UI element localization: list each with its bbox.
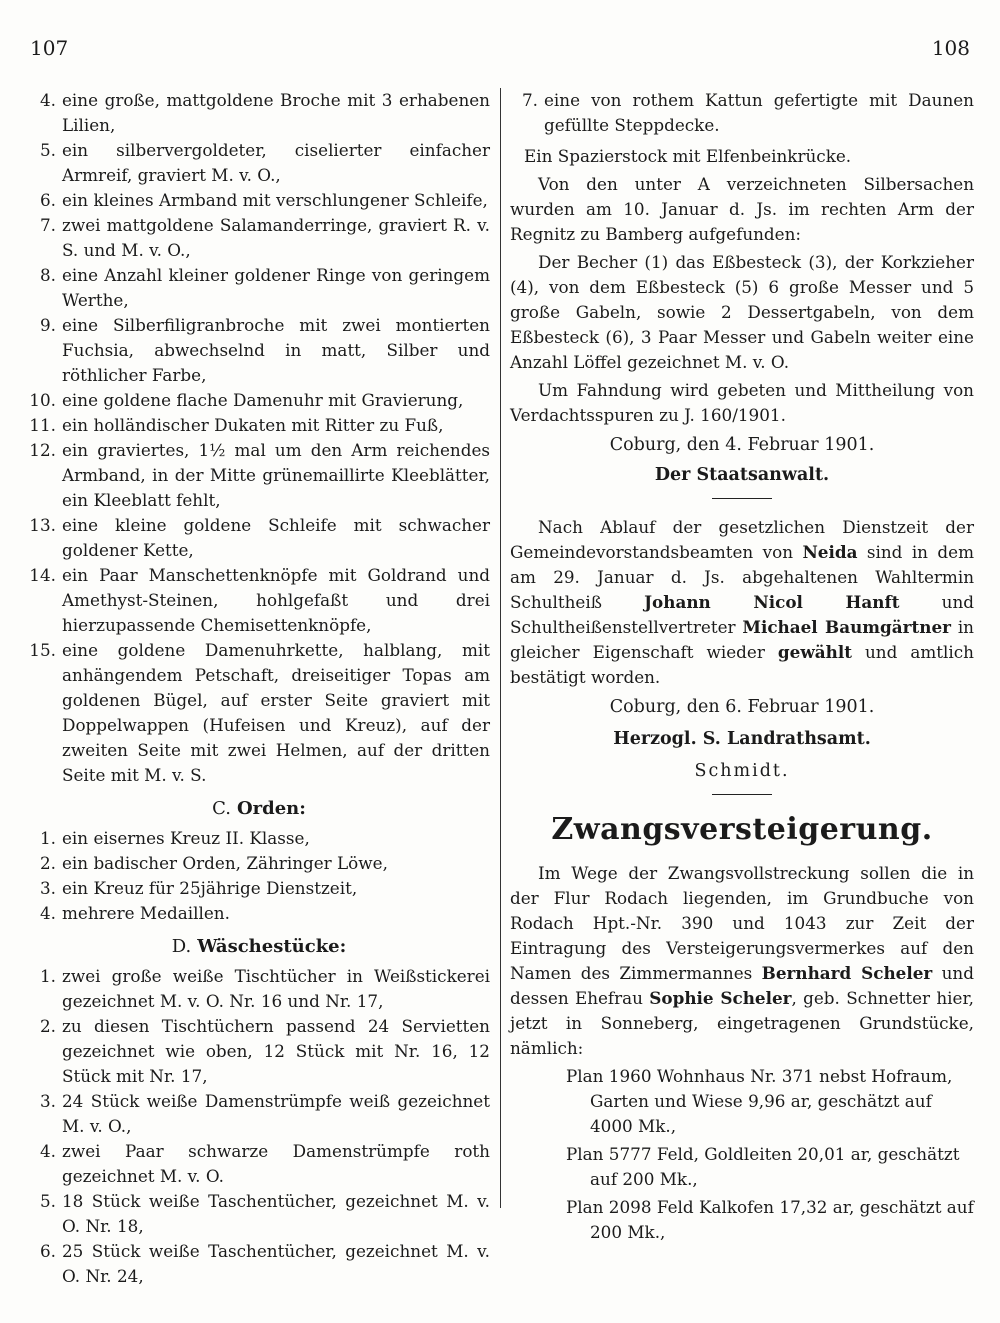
item-text: zwei große weiße Tischtücher in Weißstickerei gezeichnet M. v. O. Nr. 16 und Nr. 17, <box>62 966 490 1011</box>
item-number: 5. <box>39 1191 56 1211</box>
item-text: mehrere Medaillen. <box>62 903 230 923</box>
page-number-left: 107 <box>30 36 69 60</box>
orders-list <box>28 826 490 926</box>
item-number: 3. <box>39 878 56 898</box>
item-number: 1. <box>39 966 56 986</box>
item-text: zu diesen Tischtüchern passend 24 Servietten gezeichnet wie oben, 12 Stück mit Nr. 16, 12 Stück mit Nr. 17, <box>62 1016 490 1086</box>
item-text: ein Paar Manschettenknöpfe mit Goldrand und Amethyst-Steinen, hohlgefaßt und drei hierzupassende Chemisettenknöpfe, <box>62 565 490 635</box>
section-c-heading: C. Orden: <box>212 798 306 819</box>
list-item <box>28 263 490 313</box>
plot-entry: Plan 1960 Wohnhaus Nr. 371 nebst Hofraum, Garten und Wiese 9,96 ar, geschätzt auf 4000 Mk., <box>566 1066 953 1136</box>
walking-stick-line: Ein Spazierstock mit Elfenbeinkrücke. <box>524 146 852 166</box>
jewelry-list <box>28 88 490 788</box>
item-text: ein kleines Armband mit verschlungener Schleife, <box>62 190 488 210</box>
list-item <box>28 964 490 1014</box>
item-number: 8. <box>39 265 56 285</box>
list-item <box>28 851 490 876</box>
list-item <box>28 413 490 438</box>
list-item <box>28 138 490 188</box>
paragraph: Von den unter A verzeichneten Silbersachen wurden am 10. Januar d. Js. im rechten Arm der Regnitz zu Bamberg aufgefunden: <box>510 174 974 244</box>
item-text: ein badischer Orden, Zähringer Löwe, <box>62 853 388 873</box>
list-item <box>28 513 490 563</box>
item-number: 4. <box>39 1141 56 1161</box>
list-item <box>28 213 490 263</box>
list-item <box>28 1014 490 1089</box>
list-item: 7. eine von rothem Kattun gefertigte mit Daunen gefüllte Steppdecke. <box>521 90 974 135</box>
item-number: 13. <box>29 515 56 535</box>
item-number: 12. <box>29 440 56 460</box>
list-item <box>28 1239 490 1289</box>
date-line: Coburg, den 6. Februar 1901. <box>609 697 875 717</box>
item-number: 6. <box>39 190 56 210</box>
plot-entry: Plan 2098 Feld Kalkofen 17,32 ar, geschätzt auf 200 Mk., <box>566 1197 974 1242</box>
item-text: eine große, mattgoldene Broche mit 3 erhabenen Lilien, <box>62 90 490 135</box>
item-number: 4. <box>39 90 56 110</box>
item-text: ein graviertes, 1½ mal um den Arm reichendes Armband, in der Mitte grünemaillirte Kleeblätter, ein Kleeblatt fehlt, <box>62 440 490 510</box>
item-number: 10. <box>29 390 56 410</box>
list-item <box>28 88 490 138</box>
list-item <box>28 438 490 513</box>
item-text: eine goldene flache Damenuhr mit Gravierung, <box>62 390 464 410</box>
page-number-right: 108 <box>931 36 970 60</box>
item-text: zwei Paar schwarze Damenstrümpfe roth gezeichnet M. v. O. <box>62 1141 490 1186</box>
plot-list <box>510 1064 974 1245</box>
item-text: 24 Stück weiße Damenstrümpfe weiß gezeichnet M. v. O., <box>62 1091 490 1136</box>
list-item <box>28 188 490 213</box>
paragraph: Nach Ablauf der gesetzlichen Dienstzeit der Gemeindevorstandsbeamten von Neida sind in dem am 29. Januar d. Js. abgehaltenen Wahltermin Schultheiß Johann Nicol Hanft und Schultheißenstellvertreter Michael Baumgärtner in gleicher Eigenschaft wieder gewählt und amtlich bestätigt worden. <box>510 517 974 687</box>
list-item <box>28 1189 490 1239</box>
list-item <box>28 638 490 788</box>
list-item <box>28 876 490 901</box>
item-text: 18 Stück weiße Taschentücher, gezeichnet M. v. O. Nr. 18, <box>62 1191 490 1236</box>
rule <box>712 794 772 795</box>
item-number: 14. <box>29 565 56 585</box>
list-item <box>28 563 490 638</box>
rule <box>712 498 772 499</box>
paragraph: Um Fahndung wird gebeten und Mittheilung von Verdachtsspuren zu J. 160/1901. <box>510 380 974 425</box>
item-number: 15. <box>29 640 56 660</box>
signature: Herzogl. S. Landrathsamt. <box>613 729 871 749</box>
item-text: eine Silberfiligranbroche mit zwei montierten Fuchsia, abwechselnd in matt, Silber und röthlicher Farbe, <box>62 315 490 385</box>
item-text: ein eisernes Kreuz II. Klasse, <box>62 828 310 848</box>
item-text: eine Anzahl kleiner goldener Ringe von geringem Werthe, <box>62 265 490 310</box>
item-number: 7. <box>39 215 56 235</box>
item-number: 9. <box>39 315 56 335</box>
list-item <box>28 388 490 413</box>
item-text: 25 Stück weiße Taschentücher, gezeichnet M. v. O. Nr. 24, <box>62 1241 490 1286</box>
signature-name: Schmidt. <box>694 761 790 781</box>
list-item <box>28 1089 490 1139</box>
paragraph: Der Becher (1) das Eßbesteck (3), der Korkzieher (4), von dem Eßbesteck (5) 6 große Messer und 5 große Gabeln, sowie 2 Dessertgabeln, von dem Eßbesteck (6), 3 Paar Messer und Gabeln weiter eine Anzahl Löffel gezeichnet M. v. O. <box>510 252 974 372</box>
list-item <box>28 313 490 388</box>
item-number: 2. <box>39 853 56 873</box>
list-item <box>28 1139 490 1189</box>
item-number: 2. <box>39 1016 56 1036</box>
list-item <box>28 901 490 926</box>
plot-entry: Plan 5777 Feld, Goldleiten 20,01 ar, geschätzt auf 200 Mk., <box>566 1144 960 1189</box>
left-column <box>28 88 490 1289</box>
item-number: 6. <box>39 1241 56 1261</box>
item-number: 1. <box>39 828 56 848</box>
signature: Der Staatsanwalt. <box>654 465 830 485</box>
item-text: ein Kreuz für 25jährige Dienstzeit, <box>62 878 358 898</box>
notice-title: Zwangsversteigerung. <box>551 812 933 847</box>
list-item <box>28 826 490 851</box>
item-number: 4. <box>39 903 56 923</box>
section-d-heading: D. Wäschestücke: <box>171 936 347 957</box>
item-text: ein silbervergoldeter, ciselierter einfacher Armreif, graviert M. v. O., <box>62 140 490 185</box>
right-column <box>510 88 974 1248</box>
item-text: eine goldene Damenuhrkette, halblang, mit anhängendem Petschaft, dreiseitiger Topas am goldenen Bügel, auf erster Seite graviert mit Doppelwappen (Hufeisen und Kreuz), auf der zweiten Seite mit zwei Helmen, auf der dritten Seite mit M. v. S. <box>62 640 490 785</box>
paragraph: Im Wege der Zwangsvollstreckung sollen die in der Flur Rodach liegenden, im Grundbuche von Rodach Hpt.-Nr. 390 und 1043 zur Zeit der Eintragung des Versteigerungsvermerkes auf den Namen des Zimmermannes Bernhard Scheler und dessen Ehefrau Sophie Scheler, geb. Schnetter hier, jetzt in Sonneberg, eingetragenen Grundstücke, nämlich: <box>510 863 974 1058</box>
linen-list <box>28 964 490 1289</box>
item-number: 3. <box>39 1091 56 1111</box>
item-text: ein holländischer Dukaten mit Ritter zu Fuß, <box>62 415 444 435</box>
item-number: 5. <box>39 140 56 160</box>
item-text: zwei mattgoldene Salamanderringe, graviert R. v. S. und M. v. O., <box>62 215 490 260</box>
column-divider <box>500 88 501 1208</box>
date-line: Coburg, den 4. Februar 1901. <box>609 435 875 455</box>
item-number: 11. <box>29 415 56 435</box>
item-text: eine kleine goldene Schleife mit schwacher goldener Kette, <box>62 515 490 560</box>
